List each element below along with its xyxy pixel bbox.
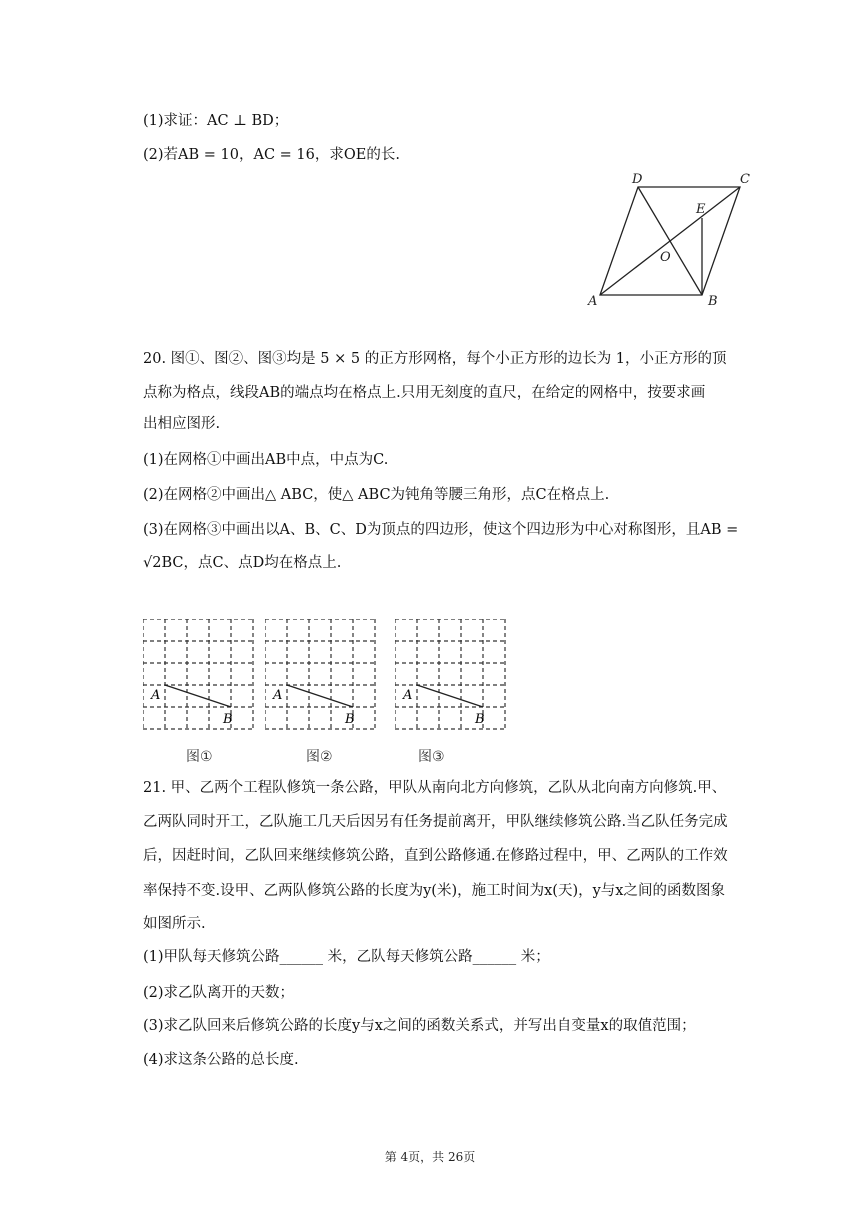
q21-part1: (1)甲队每天修筑公路______ 米，乙队每天修筑公路______ 米；	[143, 949, 550, 965]
q20-part2: (2)在网格②中画出△ ABC，使△ ABC为钝角等腰三角形，点C在格点上.	[143, 487, 610, 503]
q21-part4: (4)求这条公路的总长度.	[143, 1052, 299, 1068]
q21-part2: (2)求乙队离开的天数；	[143, 985, 295, 1001]
label-c: C	[740, 172, 750, 187]
q21-line2: 乙两队同时开工，乙队施工几天后因另有任务提前离开，甲队继续修筑公路.当乙队任务完成	[143, 814, 728, 830]
q19-part1: (1)求证：AC ⊥ BD；	[143, 113, 289, 129]
q20-line3: 出相应图形.	[143, 416, 221, 432]
grid-1-label-a: A	[151, 688, 161, 703]
q21-part3: (3)求乙队回来后修筑公路的长度y与x之间的函数关系式，并写出自变量x的取值范围；	[143, 1018, 696, 1034]
segment-ab	[417, 685, 483, 707]
q20-part3-cont: √2BC，点C、点D均在格点上.	[143, 555, 342, 571]
grid-2	[265, 619, 377, 735]
q21-line5: 如图所示.	[143, 916, 206, 932]
q21-line3: 后，因赶时间，乙队回来继续修筑公路，直到公路修通.在修路过程中，甲、乙两队的工作效	[143, 848, 728, 864]
grid-1-caption: 图①	[186, 749, 213, 765]
grid-3-caption: 图③	[418, 749, 445, 765]
grid-1	[143, 619, 255, 735]
grid-2-label-b: B	[345, 712, 355, 727]
q21-line1: 21. 甲、乙两个工程队修筑一条公路，甲队从南向北方向修筑，乙队从北向南方向修筑.甲、	[143, 780, 727, 796]
label-a: A	[588, 294, 598, 309]
q20-line1: 20. 图①、图②、图③均是 5 × 5 的正方形网格，每个小正方形的边长为 1，小正方形的顶	[143, 351, 727, 367]
segment-ab	[287, 685, 353, 707]
grid-1-label-b: B	[223, 712, 233, 727]
grid-2-label-a: A	[273, 688, 283, 703]
label-b: B	[708, 294, 718, 309]
q20-part3: (3)在网格③中画出以A、B、C、D为顶点的四边形，使这个四边形为中心对称图形，且AB =	[143, 522, 739, 538]
page-footer: 第 4页，共 26页	[384, 1150, 476, 1164]
q21-line4: 率保持不变.设甲、乙两队修筑公路的长度为y(米)，施工时间为x(天)，y与x之间的函数图象	[143, 883, 725, 899]
segment-ab	[165, 685, 231, 707]
label-o: O	[660, 250, 671, 265]
q19-part2: (2)若AB = 10，AC = 16，求OE的长.	[143, 147, 400, 163]
parallelogram-figure	[580, 165, 755, 310]
grid-3	[395, 619, 507, 735]
q20-part1: (1)在网格①中画出AB中点，中点为C.	[143, 452, 389, 468]
label-e: E	[696, 202, 706, 217]
grid-2-caption: 图②	[306, 749, 333, 765]
q20-line2: 点称为格点，线段AB的端点均在格点上.只用无刻度的直尺，在给定的网格中，按要求画	[143, 385, 706, 401]
grid-3-label-a: A	[403, 688, 413, 703]
diagonal-bd	[638, 187, 702, 295]
grid-3-label-b: B	[475, 712, 485, 727]
label-d: D	[632, 172, 643, 187]
